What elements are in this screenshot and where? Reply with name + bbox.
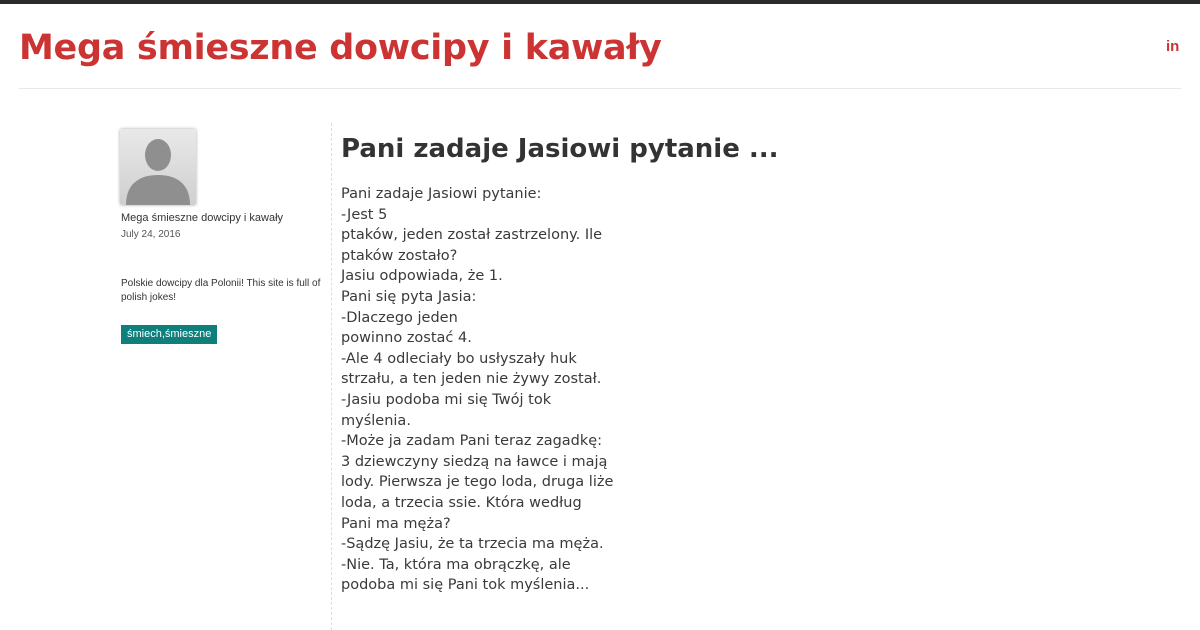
post-line: lody. Pierwsza je tego loda, druga liże [341,474,614,491]
post-line: ptaków, jeden został zastrzelony. Ile [341,227,603,244]
linkedin-icon[interactable]: in [1166,38,1180,55]
post-line: -Może ja zadam Pani teraz zagadkę: [341,433,603,450]
post-line: -Sądzę Jasiu, że ta trzecia ma męża. [341,536,604,553]
header-divider [19,88,1181,89]
post-line: -Jasiu podoba mi się Twój tok [341,391,552,408]
post-line: powinno zostać 4. [341,330,472,347]
avatar [120,129,196,205]
site-title[interactable]: Mega śmieszne dowcipy i kawały [19,28,662,68]
post-date: July 24, 2016 [121,229,181,240]
user-silhouette-icon [120,129,196,205]
post-line: Pani ma męża? [341,515,451,532]
author-name[interactable]: Mega śmieszne dowcipy i kawały [121,212,284,224]
tag-badge[interactable]: śmiech,śmieszne [121,325,217,344]
post-line: strzału, a ten jeden nie żywy został. [341,371,602,388]
site-description: Polskie dowcipy dla Polonii! This site is full of polish jokes! [121,278,321,303]
post-title: Pani zadaje Jasiowi pytanie ... [341,134,779,164]
post-line: -Jest 5 [341,206,388,223]
post-line: ptaków zostało? [341,247,458,264]
post-line: 3 dziewczyny siedzą na ławce i mają [341,453,608,470]
post-line: Pani się pyta Jasia: [341,288,477,305]
column-divider [331,123,332,630]
post-body [341,184,621,596]
post-line: -Ale 4 odleciały bo usłyszały huk [341,350,577,367]
post-line: podoba mi się Pani tok myślenia... [341,577,590,594]
post-line: -Dlaczego jeden [341,309,458,326]
post-line: loda, a trzecia ssie. Która według [341,494,582,511]
post-line: -Nie. Ta, która ma obrączkę, ale [341,556,571,573]
post-line: myślenia. [341,412,411,429]
top-bar [0,0,1200,4]
post-line: Pani zadaje Jasiowi pytanie: [341,186,542,202]
post-line: Jasiu odpowiada, że 1. [341,268,503,285]
